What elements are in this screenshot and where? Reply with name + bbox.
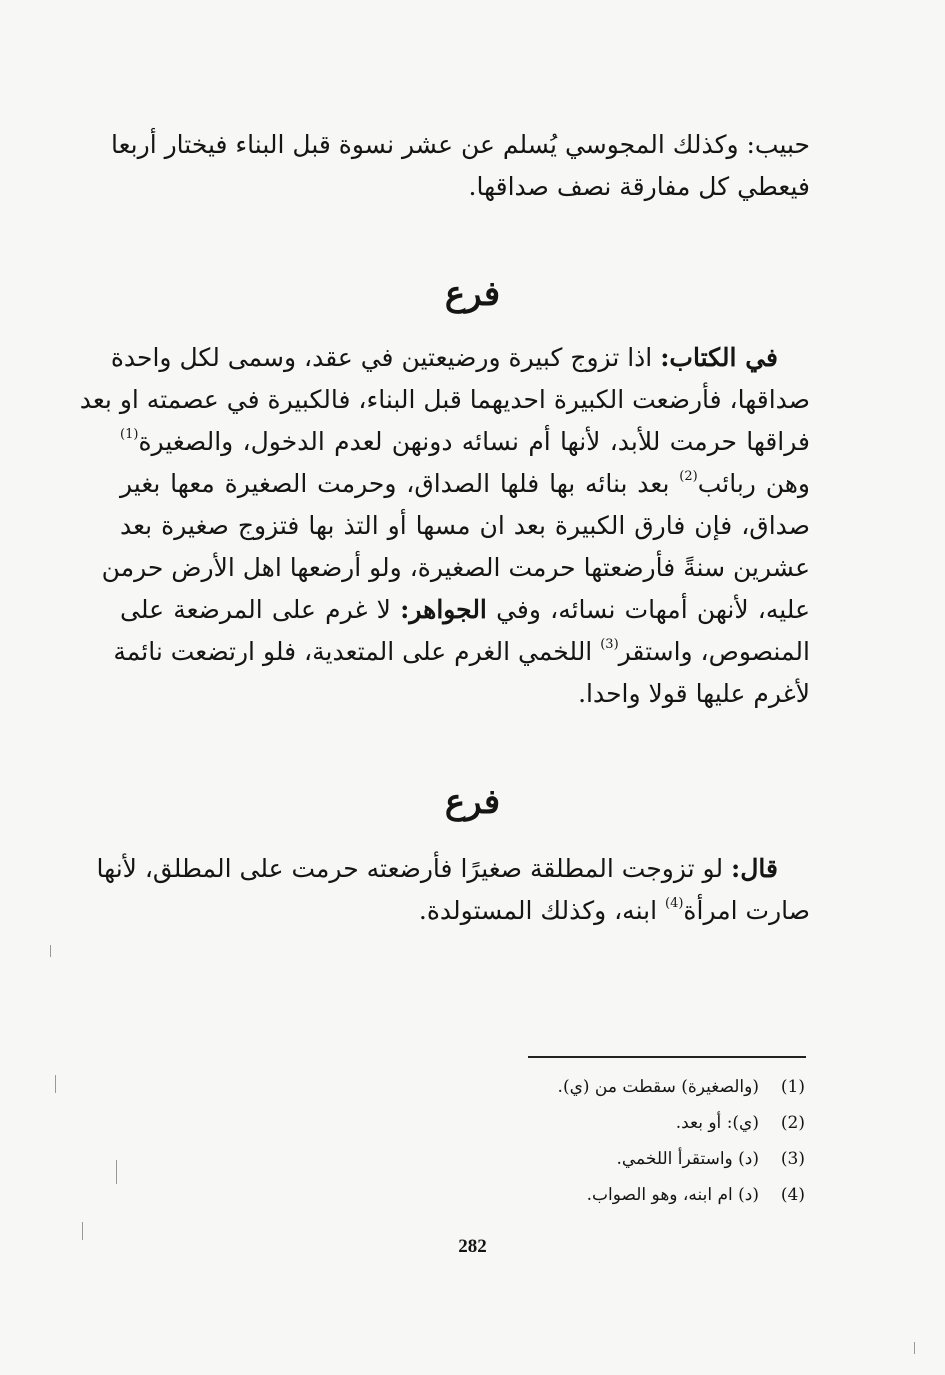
section1-line-1-text: اذا تزوج كبيرة ورضيعتين في عقد، وسمى لكل واحدة	[110, 343, 661, 372]
footnote-4-text: (د) ام ابنه، وهو الصواب.	[586, 1185, 759, 1205]
section2-line-1-text: لو تزوجت المطلقة صغيرًا فأرضعته حرمت على المطلق، لأنها	[96, 854, 732, 883]
section1-line-1	[110, 337, 810, 379]
section2-lead: قال:	[731, 854, 778, 883]
section1-line-4	[120, 463, 810, 505]
section1-line-3	[120, 421, 810, 463]
scan-speck	[82, 1222, 83, 1240]
footnote-4-number: (4)	[780, 1185, 805, 1205]
scan-speck	[55, 1075, 56, 1093]
section2-heading: فرع	[444, 782, 501, 822]
page-number: 282	[458, 1236, 487, 1257]
footnote-4	[587, 1178, 805, 1212]
section1-line-6: عشرين سنةً فأرضعتها حرمت الصغيرة، ولو أرضعها اهل الأرض حرمن	[101, 553, 810, 582]
footnote-ref-2: (2)	[679, 469, 698, 484]
section1-lead: في الكتاب:	[660, 343, 778, 372]
scan-speck	[50, 945, 51, 957]
section2-line-2	[120, 890, 810, 932]
section1-line-8a: المنصوص، واستقر	[618, 637, 810, 666]
footnote-2-number: (2)	[780, 1113, 805, 1133]
section1-line-9: لأغرم عليها قولا واحدا.	[578, 679, 810, 708]
section1-paragraph	[79, 337, 810, 715]
footnote-ref-3: (3)	[600, 637, 619, 652]
section2-paragraph	[96, 848, 810, 932]
scan-speck	[914, 1342, 915, 1354]
section1-line-7	[120, 589, 810, 631]
section1-line-8	[113, 631, 810, 673]
section1-line-4b: بعد بنائه بها فلها الصداق، وحرمت الصغيرة معها بغير	[120, 469, 680, 498]
footnote-1	[558, 1070, 805, 1104]
section1-jawahir: الجواهر:	[400, 595, 487, 624]
section1-line-5: صداق، فإن فارق الكبيرة بعد ان مسها أو التذ بها فتزوج صغيرة بعد	[120, 511, 810, 540]
footnote-2-text: (ي): أو بعد.	[675, 1113, 759, 1133]
footnote-1-text: (والصغيرة) سقطت من (ي).	[557, 1077, 759, 1097]
footnote-ref-1: (1)	[120, 427, 139, 442]
section2-line-2a: صارت امرأة	[683, 896, 810, 925]
intro-line-2: فيعطي كل مفارقة نصف صداقها.	[468, 172, 810, 201]
section1-line-2: صداقها، فأرضعت الكبيرة احديهما قبل البناء، فالكبيرة في عصمته او بعد	[79, 385, 810, 414]
intro-paragraph	[111, 124, 810, 208]
intro-line-1: حبيب: وكذلك المجوسي يُسلم عن عشر نسوة قبل البناء فيختار أربعا	[111, 130, 810, 159]
section1-line-7b: لا غرم على المرضعة على	[120, 595, 401, 624]
footnote-1-number: (1)	[780, 1077, 805, 1097]
scan-speck	[116, 1160, 117, 1184]
footnote-3	[616, 1142, 805, 1176]
section1-line-7a: عليه، لأنهن أمهات نسائه، وفي	[486, 595, 810, 624]
section2-line-2b: ابنه، وكذلك المستولدة.	[418, 896, 665, 925]
section1-heading: فرع	[444, 274, 501, 314]
section1-line-8b: اللخمي الغرم على المتعدية، فلو ارتضعت نائمة	[113, 637, 601, 666]
footnote-ref-4: (4)	[664, 896, 684, 911]
section1-line-4a: وهن ربائب	[697, 469, 810, 498]
footnote-3-text: (د) واستقرأ اللخمي.	[616, 1149, 759, 1169]
footnote-3-number: (3)	[780, 1149, 805, 1169]
section2-line-1	[96, 848, 810, 890]
footnote-rule	[528, 1056, 806, 1058]
section1-line-3-text: فراقها حرمت للأبد، لأنها أم نسائه دونهن لعدم الدخول، والصغيرة	[138, 427, 810, 456]
footnote-2	[676, 1106, 805, 1140]
